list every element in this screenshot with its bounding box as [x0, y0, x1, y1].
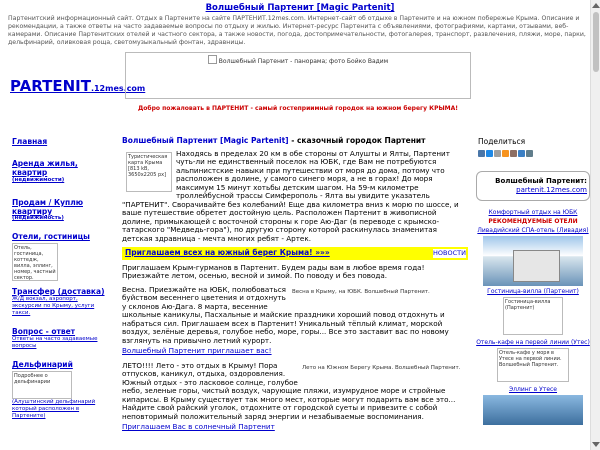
scroll-up-icon[interactable] [592, 3, 600, 8]
dolphin-image[interactable]: Подробнее о дельфинарии [12, 371, 72, 399]
nav-qa[interactable]: Вопрос - ответ [12, 327, 76, 336]
hotel-livadia-link[interactable]: Ливадийский СПА-отель (Ливадия) [477, 227, 589, 234]
nav-home[interactable]: Главная [12, 137, 48, 146]
facebook-icon[interactable] [486, 150, 493, 157]
hotel-cafe-link[interactable]: Отель-кафе на первой линии (Утес) [476, 339, 590, 346]
scrollbar[interactable] [590, 0, 600, 450]
site-box-title: Волшебный Партенит: [495, 177, 587, 185]
left-nav [12, 137, 108, 420]
site-box-link[interactable]: partenit.12mes.com [516, 186, 587, 194]
main-paragraph-3: Весна. Приезжайте на ЮБК, полюбоваться буйством весеннего цветения и отдохнуть у склонов Аю-Дага. 8 марта, весенние школьные каникулы, Пасхальные и майские праздники хороший повод отдохнуть и набраться сил. Приглашаем всех в Партенит! Уникальный тёплый климат, морской воздух, зелёные деревья, голубое небо, море, горы... Все это заставит вас по новому взглянуть на привычно летний курорт. [122, 284, 449, 345]
promo-text[interactable]: Приглашаем всех на южный берег Крыма! »»» [125, 248, 330, 257]
hotel-villa-link[interactable]: Гостиница-вилла (Партенит) [487, 288, 579, 295]
twitter-icon[interactable] [494, 150, 501, 157]
site-intro: Партенитский информационный сайт. Отдых в Партените на сайте ПАРТЕНИТ.12mes.com. Интернет-сайт об отдыхе в Партените и на южном побережье Крыма. Описание и рекомендации, а также ответы на часто задаваемые вопросы по отдыху и жилью. Интернет-ресурс Партенита с объявлениями, фотографиями, картами, отзывами, веб-камерами. Описание Партенитских отелей и частного сектора, а также новости, погода, достопримечательности, фотогалерея, транспорт, развлечения, пляжи, море, парки, дельфинарий, оливковая роща, светомузыкальный фонтан, здравницы. [8, 15, 586, 46]
main-paragraph-4: ЛЕТО!!!! Лето - это отдых в Крыму! Пора отпусков, каникул, отдыха, оздоровления. Южный отдых - это ласковое солнце, голубое небо, зеленые горы, чистый воздух, чарующие пляжи, изумрудное море и стройные кипарисы. В Крыму существует так много мест, которые могут подарить вам все это... Найдите свой райский уголок, отдохните от городской суеты и привезите с собой неповторимый положительный заряд энергии и незабываемые воспоминания. [122, 360, 456, 421]
comfort-link[interactable]: Комфортный отдых на ЮБК [488, 209, 578, 216]
more-share-icon[interactable] [526, 150, 533, 157]
share-icons [478, 150, 590, 159]
crimea-map-image[interactable]: Туристическая карта Крыма [813 kB, 3650x2205 px] [126, 152, 172, 192]
invite-link-1[interactable]: Волшебный Партенит приглашает вас! [122, 346, 272, 355]
scroll-thumb[interactable] [593, 12, 599, 72]
invite-link-2[interactable]: Приглашаем Вас в солнечный Партенит [122, 422, 275, 431]
villa-image[interactable]: Гостиница-вилла (Партенит) [503, 297, 563, 335]
recommended-hotels: РЕКОМЕНДУЕМЫЕ ОТЕЛИ [488, 218, 578, 225]
cafe-image[interactable]: Отель-кафе у моря в Утесе на первой линии. Волшебный Партенит. [497, 348, 569, 382]
logo-suffix[interactable]: .12mes.com [90, 84, 146, 93]
nav-hotels[interactable]: Отели, гостиницы [12, 232, 90, 241]
share-label: Поделиться [478, 137, 526, 146]
page-title[interactable]: Волшебный Партенит [Magic Partenit] [205, 3, 395, 13]
main-paragraph-1: Находясь в пределах 20 км в обе стороны от Алушты и Ялты, Партенит чуть-ли не единственный поселок на ЮБК, где Вам не потребуются альпинистские навыки при путешествии от моря до дома, потому что расположен в долине, у самого синего моря, а не в горах! До моря максимум 15 минут хотьбы детским шагом. На 59-м километре троллейбусной трассы Симферополь - Ялта вы увидите указатель "ПАРТЕНИТ". Сворачивайте без колебаний! Еще два километра вниз к морю по шоссе, и ваше путешествие обретет достойную цель. Расположен Партенит в живописной долине, примыкающей с восточной стороны к горе Аю-Даг (в переводе с крымско-татарского "Медведь-гора"), по другую сторону которой раскинулась знаменитая детская здравница - мечта многих ребят - Артек. [122, 148, 459, 243]
image-icon [208, 55, 217, 64]
vk-icon[interactable] [478, 150, 485, 157]
nav-dolphin[interactable]: Дельфинарий [12, 360, 73, 369]
hotels-image[interactable]: Отель, гостиница, коттедж, вилла, эллинг, номер, частный сектор. [12, 243, 58, 281]
news-link[interactable]: НОВОСТИ [433, 249, 466, 257]
nav-sale[interactable]: Продам / Куплю квартиру [12, 198, 83, 216]
site-box [476, 171, 590, 201]
right-column [476, 137, 590, 427]
hotel-building-shape [513, 250, 560, 282]
nav-transfer[interactable]: Трансфер (доставка) [12, 287, 105, 296]
nav-qa-sub[interactable]: Ответы на часто задаваемые вопросы [12, 336, 98, 349]
nav-dolphin-sub[interactable]: (Алуштинский дельфинарий который расположен в Партените) [12, 399, 96, 419]
livadia-hotel-image[interactable] [483, 236, 583, 286]
promo-link[interactable] [122, 247, 468, 260]
livejournal-icon[interactable] [518, 150, 525, 157]
main-title-rest: - сказочный городок Партенит [288, 136, 426, 145]
logo-main[interactable]: PARTENIT [10, 77, 91, 95]
mailru-icon[interactable] [510, 150, 517, 157]
main-paragraph-2: Приглашаем Крым-гурманов в Партенит. Будем рады вам в любое время года! Приезжайте летом, осенью, весной и зимой. По поводу и без повода. [122, 262, 425, 280]
nav-sale-sub[interactable]: (недвижимость) [12, 215, 64, 221]
main-title-link[interactable]: Волшебный Партенит [Magic Partenit] [122, 136, 289, 145]
summer-image[interactable]: Лето на Южном Берегу Крыма. Волшебный Партенит. [302, 364, 461, 371]
odnoklassniki-icon[interactable] [502, 150, 509, 157]
panorama-banner [125, 52, 471, 99]
elling-link[interactable]: Эллинг в Утесе [508, 386, 558, 393]
nav-rent[interactable]: Аренда жилья, квартир [12, 159, 78, 177]
nav-rent-sub[interactable]: (недвижимости) [12, 177, 65, 183]
spring-image[interactable]: Весна в Крыму, на ЮБК. Волшебный Партенит. [292, 288, 430, 295]
banner-alt: Волшебный Партенит - панорама; фото Бойко Вадим [218, 58, 389, 65]
welcome-text: Добро пожаловать в ПАРТЕНИТ - самый гостеприимный городок на южном берегу КРЫМА! [137, 105, 459, 112]
nav-transfer-sub[interactable]: Ж/Д вокзал, аэропорт, экскурсии по Крыму, услуги такси. [12, 296, 95, 316]
elling-image[interactable] [483, 395, 583, 425]
main-content [122, 137, 468, 432]
scroll-down-icon[interactable] [592, 442, 600, 447]
main-heading [122, 137, 468, 146]
